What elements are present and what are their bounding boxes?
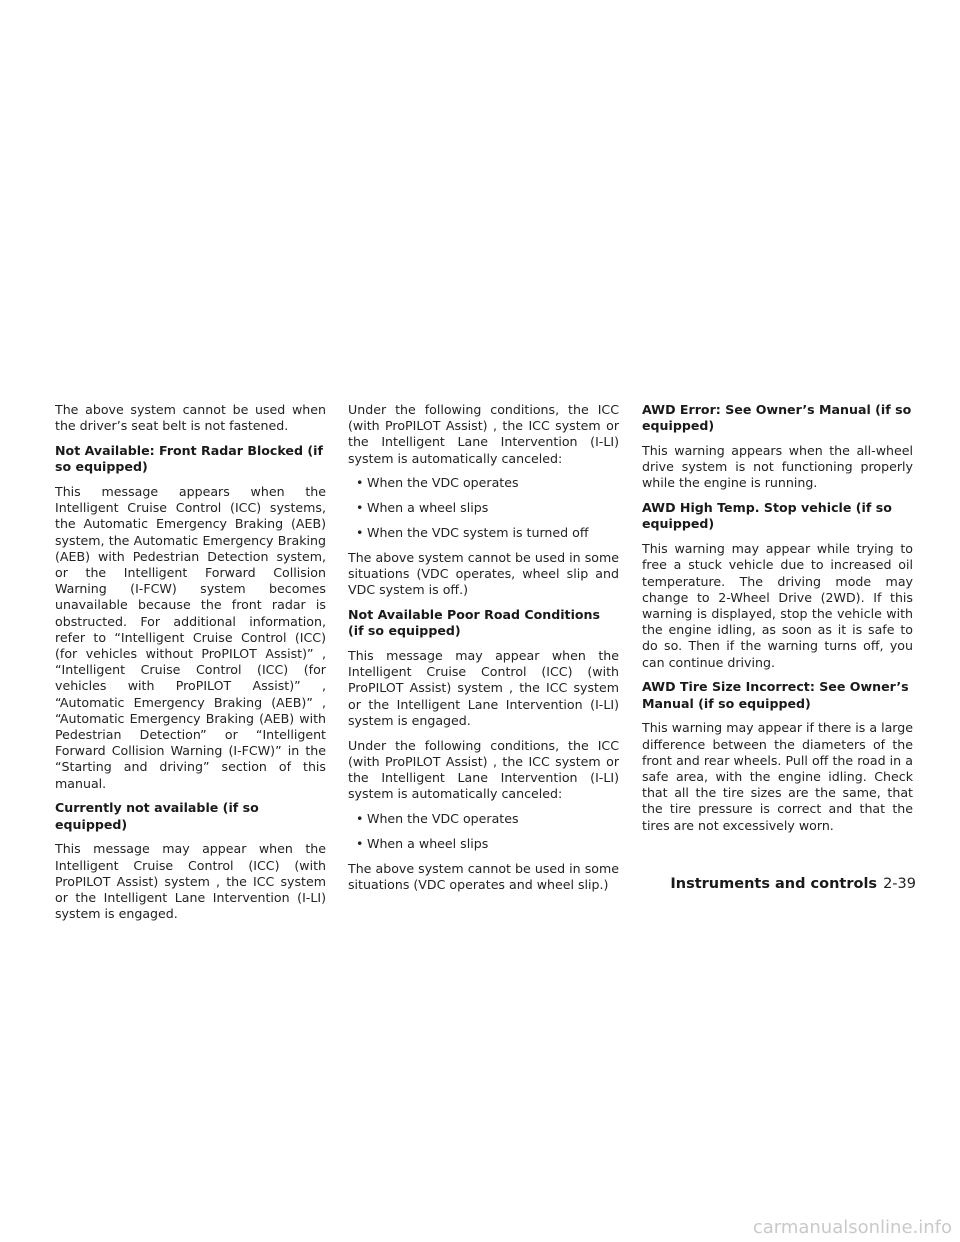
text-column-3: [642, 402, 913, 842]
page-number: 2-39: [883, 876, 916, 892]
footer-section-title: Instruments and controls: [670, 876, 878, 892]
body-paragraph: Under the following conditions, the ICC (with ProPILOT Assist) , the ICC system or the Intelligent Lane Intervention (I-LI) system is automatically canceled:: [348, 402, 619, 466]
bullet-item: • When a wheel slips: [348, 836, 619, 852]
body-paragraph: This message may appear when the Intelligent Cruise Control (ICC) (with ProPILOT Assist) system , the ICC system or the Intelligent Lane Intervention (I-LI) system is engaged.: [55, 841, 326, 922]
watermark: carmanualsonline.info: [752, 1217, 952, 1238]
body-paragraph: The above system cannot be used in some situations (VDC operates, wheel slip and VDC system is off.): [348, 549, 619, 598]
text-column-2: [348, 402, 619, 902]
section-heading: Not Available: Front Radar Blocked (if so equipped): [55, 443, 323, 475]
section-heading: AWD Error: See Owner’s Manual (if so equipped): [642, 402, 912, 434]
section-heading: Not Available Poor Road Conditions (if so equipped): [348, 607, 601, 639]
bullet-item: • When the VDC operates: [348, 475, 619, 491]
body-paragraph: This warning may appear if there is a large difference between the diameters of the front and rear wheels. Pull off the road in a safe area, with the engine idling. Check that all the tire sizes are the same, that the tire pressure is correct and that the tires are not excessively worn.: [642, 720, 913, 833]
page-footer: [670, 876, 916, 892]
body-paragraph: This message appears when the Intelligent Cruise Control (ICC) systems, the Automatic Emergency Braking (AEB) system, the Automatic Emergency Braking (AEB) with Pedestrian Detection system, or the Intelligent Forward Collision Warning (I-FCW) system becomes unavailable because the front radar is obstructed. For additional information, refer to “Intelligent Cruise Control (ICC) (for vehicles without ProPILOT Assist)” , “Intelligent Cruise Control (ICC) (for vehicles with ProPILOT Assist)” , “Automatic Emergency Braking (AEB)” , “Automatic Emergency Braking (AEB) with Pedestrian Detection” or “Intelligent Forward Collision Warning (I-FCW)” in the “Starting and driving” section of this manual.: [55, 484, 326, 791]
section-heading: AWD High Temp. Stop vehicle (if so equipped): [642, 500, 892, 532]
section-heading: AWD Tire Size Incorrect: See Owner’s Manual (if so equipped): [642, 679, 909, 711]
section-heading: Currently not available (if so equipped): [55, 800, 259, 832]
bullet-item: • When a wheel slips: [348, 500, 619, 516]
body-paragraph: The above system cannot be used when the driver’s seat belt is not fastened.: [55, 402, 326, 434]
text-column-1: [55, 402, 326, 931]
bullet-item: • When the VDC system is turned off: [348, 525, 619, 541]
body-paragraph: This warning may appear while trying to free a stuck vehicle due to increased oil temperature. The driving mode may change to 2-Wheel Drive (2WD). If this warning is displayed, stop the vehicle with the engine idling, as soon as it is safe to do so. Then if the warning turns off, you can continue driving.: [642, 541, 913, 670]
body-paragraph: This message may appear when the Intelligent Cruise Control (ICC) (with ProPILOT Assist) system , the ICC system or the Intelligent Lane Intervention (I-LI) system is engaged.: [348, 648, 619, 728]
body-paragraph: Under the following conditions, the ICC (with ProPILOT Assist) , the ICC system or the Intelligent Lane Intervention (I-LI) system is automatically canceled:: [348, 737, 619, 802]
bullet-item: • When the VDC operates: [348, 811, 619, 827]
body-paragraph: This warning appears when the all-wheel drive system is not functioning properly while the engine is running.: [642, 443, 913, 491]
body-paragraph: The above system cannot be used in some situations (VDC operates and wheel slip.): [348, 860, 619, 892]
